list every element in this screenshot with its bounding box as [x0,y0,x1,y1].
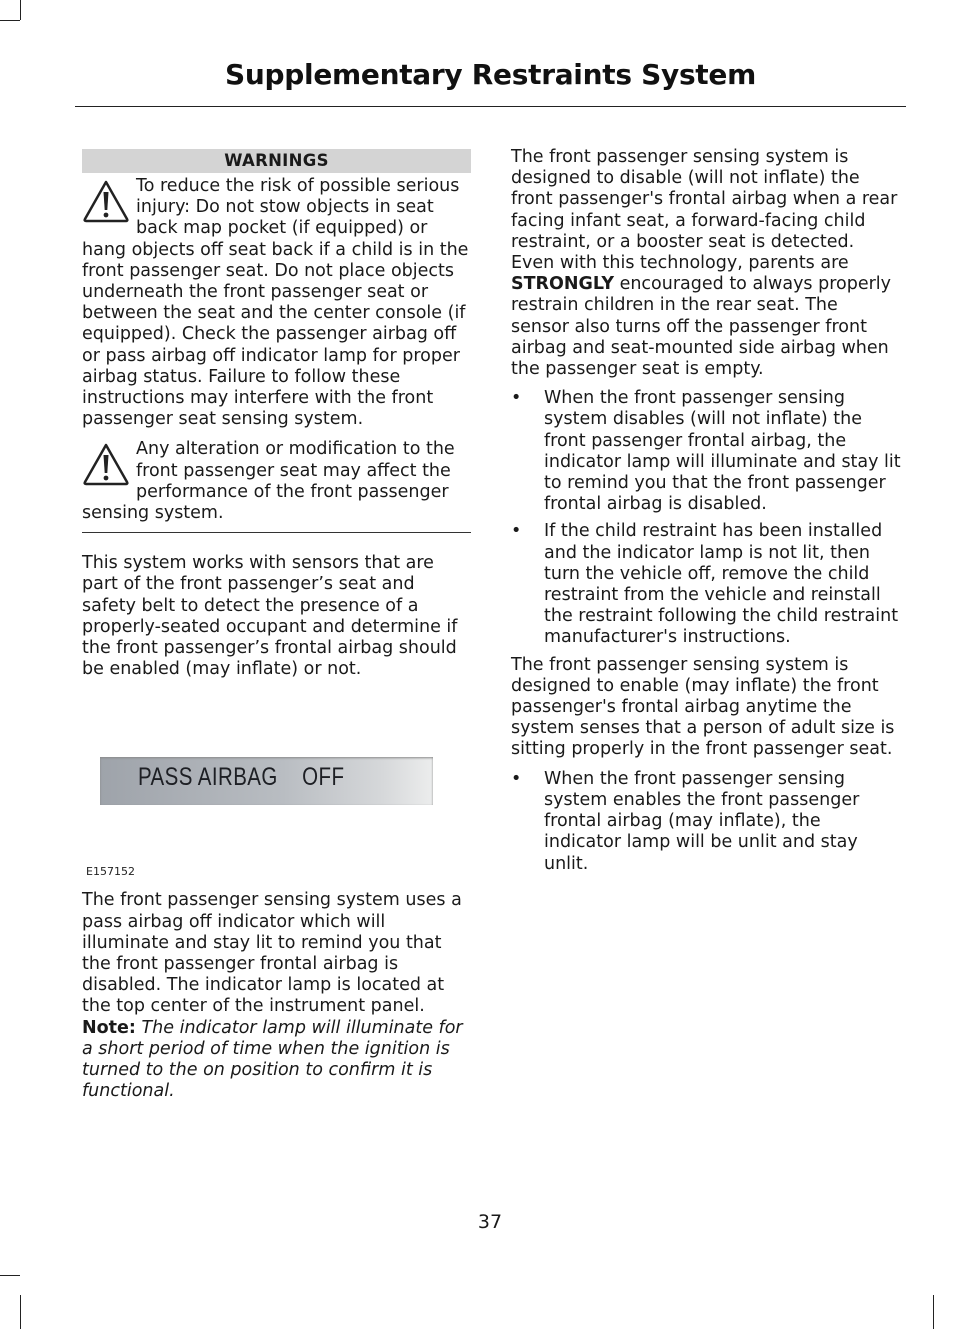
left-column [82,149,471,1103]
warnings-heading: WARNINGS [82,149,471,173]
title-rule [75,106,906,107]
warning-item [82,439,471,533]
list-item-text: When the front passenger sensing system disables (will not inflate) the front passenger frontal airbag, the indicator lamp will illuminate and stay lit to remind you that the front passenger frontal airbag is disabled. [544,388,901,515]
indicator-label: PASS AIRBAG [138,763,278,792]
emphasis-text: STRONGLY [511,274,615,295]
note [82,1018,471,1103]
bullet-list [511,388,901,648]
crop-mark [0,20,20,21]
crop-mark [933,1295,934,1329]
indicator-figure [82,680,471,890]
enable-paragraph: The front passenger sensing system is designed to enable (may inflate) the front passenger's frontal airbag anytime the system senses that a person of adult size is sitting properly in the front passenger seat. [511,654,895,760]
warning-item [82,176,471,430]
list-item-text: If the child restraint has been installed and the indicator lamp is not lit, then turn the vehicle off, remove the child restraint from the vehicle and reinstall the restraint following the child restraint manufacturer's instructions. [544,521,899,648]
note-text: The indicator lamp will illuminate for a short period of time when the ignition is turned to the on position to confirm it is functional. [82,1017,463,1102]
page-title: Supplementary Restraints System [225,58,756,91]
indicator-text [138,763,345,792]
indicator-state: OFF [302,763,345,792]
warning-triangle-icon [82,179,130,223]
indicator-paragraph: The front passenger sensing system uses a pass airbag off indicator which will illuminate and stay lit to remind you that the front passenger frontal airbag is disabled. The indicator lamp is located at the top center of the instrument panel. [82,890,462,1017]
list-item [511,388,901,515]
paragraph-text: encouraged to always properly restrain children in the rear seat. The sensor also turns off the passenger front airbag and seat-mounted side airbag when the passenger seat is empty. [511,274,892,380]
warning-text: Any alteration or modification to the front passenger seat may affect the performance of the front passenger sensing system. [82,439,455,524]
bullet-list [511,769,901,875]
page-number: 37 [477,1211,503,1233]
list-item-text: When the front passenger sensing system enables the front passenger frontal airbag (may inflate), the indicator lamp will be unlit and stay unlit. [544,768,860,874]
bullet-icon: • [511,388,522,409]
intro-paragraph: This system works with sensors that are part of the front passenger’s seat and safety belt to detect the presence of a properly-seated occupant and determine if the front passenger’s frontal airbag should be enabled (may inflate) or not. [82,553,458,680]
crop-mark [20,0,21,20]
crop-mark [20,1295,21,1329]
bullet-icon: • [511,768,522,789]
crop-mark [0,1275,20,1276]
list-item [511,521,901,648]
bullet-icon: • [511,521,522,542]
warning-triangle-icon [82,442,130,486]
note-label: Note: [82,1017,136,1038]
sensing-paragraph [511,147,901,380]
warning-text: To reduce the risk of possible serious injury: Do not stow objects in seat back map pocket (if equipped) or hang objects off seat back if a child is in the front passenger seat. Do not place objects underneath the front passenger seat or between the seat and the center console (if equipped). Check the passenger airbag off or pass airbag off indicator lamp for proper airbag status. Failure to follow these instructions may interfere with the front passenger seat sensing system. [82,176,469,430]
pass-airbag-off-indicator [100,757,433,805]
list-item [511,769,901,875]
paragraph-text: The front passenger sensing system is designed to disable (will not inflate) the front passenger's frontal airbag when a rear facing infant seat, a forward-facing child restraint, or a booster seat is detected. Even with this technology, parents are [511,147,898,274]
right-column [511,147,901,881]
figure-id: E157152 [86,865,135,879]
